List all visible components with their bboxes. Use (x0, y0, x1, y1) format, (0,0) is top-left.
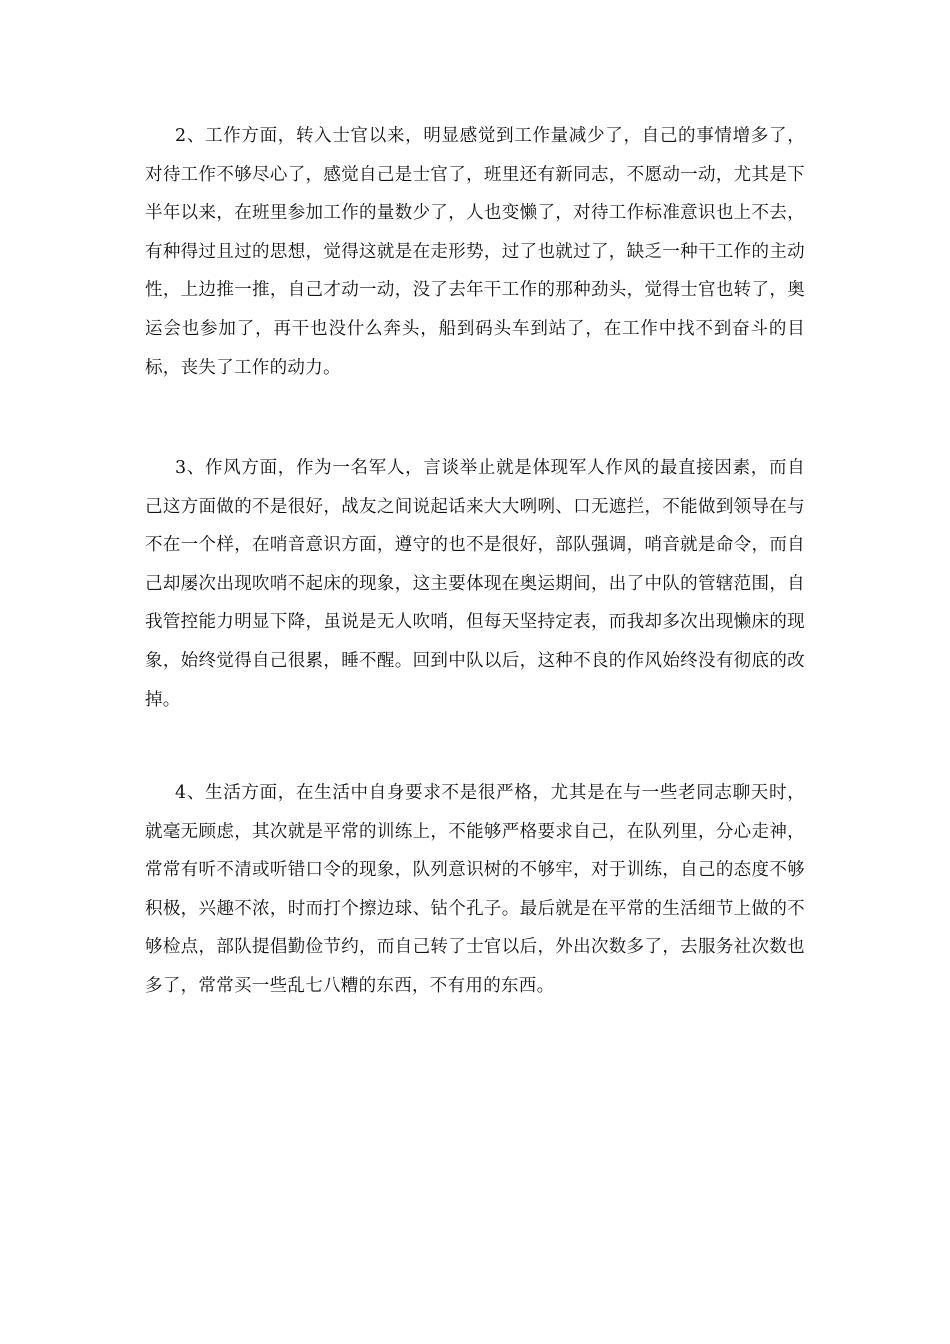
paragraph-work: 2、工作方面，转入士官以来，明显感觉到工作量减少了，自己的事情增多了，对待工作不够尽心了，感觉自己是士官了，班里还有新同志，不愿动一动，尤其是下半年以来，在班里参加工作的量数少了，人也变懒了，对待工作标准意识也上不去，有种得过且过的思想，觉得这就是在走形势，过了也就过了，缺乏一种干工作的主动性，上边推一推，自己才动一动，没了去年干工作的那种劲头，觉得士官也转了，奥运会也参加了，再干也没什么奔头，船到码头车到站了，在工作中找不到奋斗的目标，丧失了工作的动力。 (145, 126, 805, 378)
paragraph-life: 4、生活方面，在生活中自身要求不是很严格，尤其是在与一些老同志聊天时，就毫无顾虑，其次就是平常的训练上，不能够严格要求自己，在队列里，分心走神，常常有听不清或听错口令的现象，队列意识树的不够牢，对于训练，自己的态度不够积极，兴趣不浓，时而打个擦边球、钻个孔子。最后就是在平常的生活细节上做的不够检点，部队提倡勤俭节约，而自己转了士官以后，外出次数多了，去服务社次数也多了，常常买一些乱七八糟的东西，不有用的东西。 (145, 783, 805, 996)
paragraph-style: 3、作风方面，作为一名军人，言谈举止就是体现军人作风的最直接因素，而自己这方面做的不是很好，战友之间说起话来大大咧咧、口无遮拦，不能做到领导在与不在一个样，在哨音意识方面，遵守的也不是很好，部队强调，哨音就是命令，而自己却屡次出现吹哨不起床的现象，这主要体现在奥运期间，出了中队的管辖范围，自我管控能力明显下降，虽说是无人吹哨，但每天坚持定表，而我却多次出现懒床的现象，始终觉得自己很累，睡不醒。回到中队以后，这种不良的作风始终没有彻底的改掉。 (145, 458, 805, 710)
